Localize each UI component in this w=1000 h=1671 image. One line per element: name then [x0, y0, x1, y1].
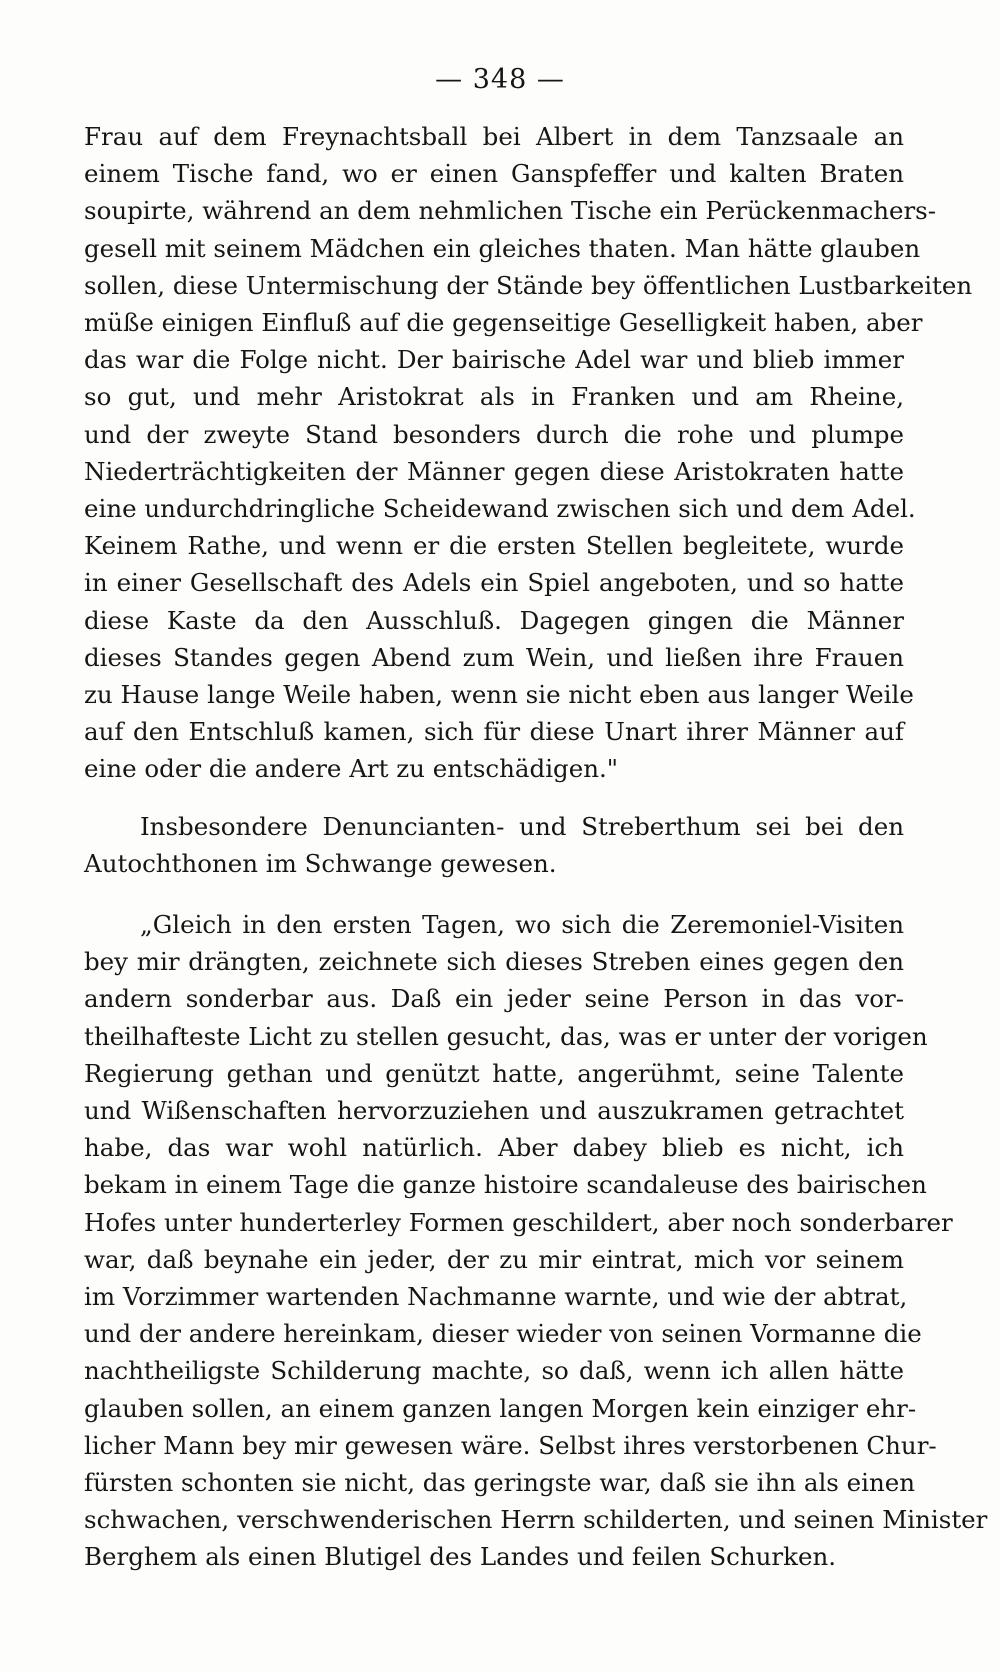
text-line: theilhafteste Licht zu stellen gesucht, das, was er unter der vorigen — [84, 1021, 928, 1051]
text-line: auf den Entschluß kamen, sich für diese Unart ihrer Männer auf — [84, 717, 904, 747]
text-line: eine undurchdringliche Scheidewand zwischen sich und dem Adel. — [84, 494, 916, 524]
text-line: Autochthonen im Schwange gewesen. — [84, 849, 557, 879]
text-line: Hofes unter hunderterley Formen geschildert, aber noch sonderbarer — [84, 1207, 953, 1237]
text-line: und Wißenschaften hervorzuziehen und auszukramen getrachtet — [84, 1096, 904, 1126]
text-line: war, daß beynahe ein jeder, der zu mir eintrat, mich vor seinem — [84, 1244, 904, 1274]
text-line: und der zweyte Stand besonders durch die rohe und plumpe — [84, 419, 904, 449]
text-line: Frau auf dem Freynachtsball bei Albert in dem Tanzsaale an — [84, 122, 904, 151]
text-line: Regierung gethan und genützt hatte, angerühmt, seine Talente — [84, 1058, 904, 1088]
text-line: nachtheiligste Schilderung machte, so daß, wenn ich allen hätte — [84, 1356, 904, 1386]
text-line: bekam in einem Tage die ganze histoire scandaleuse des bairischen — [84, 1170, 927, 1200]
paragraph-2 — [84, 808, 904, 882]
text-line: einem Tische fand, wo er einen Ganspfeffer und kalten Braten — [84, 159, 904, 189]
text-line: diese Kaste da den Ausschluß. Dagegen gingen die Männer — [84, 605, 904, 635]
text-line: eine oder die andere Art zu entschädigen." — [84, 754, 619, 784]
text-line: „Gleich in den ersten Tagen, wo sich die Zeremoniel-Visiten — [140, 910, 904, 939]
text-line: in einer Gesellschaft des Adels ein Spiel angeboten, und so hatte — [84, 568, 904, 598]
paragraph-3 — [84, 906, 988, 1576]
text-line: zu Hause lange Weile haben, wenn sie nicht eben aus langer Weile — [84, 680, 914, 710]
text-line: Niederträchtigkeiten der Männer gegen diese Aristokraten hatte — [84, 456, 904, 486]
text-line: das war die Folge nicht. Der bairische Adel war und blieb immer — [84, 345, 904, 375]
text-line: glauben sollen, an einem ganzen langen Morgen kein einziger ehr- — [84, 1393, 917, 1423]
text-line: fürsten schonten sie nicht, das geringste war, daß sie ihn als einen — [84, 1468, 916, 1498]
text-line: gesell mit seinem Mädchen ein gleiches thaten. Man hätte glauben — [84, 233, 921, 263]
text-line: so gut, und mehr Aristokrat als in Franken und am Rheine, — [84, 382, 904, 412]
text-line: Berghem als einen Blutigel des Landes und feilen Schurken. — [84, 1542, 837, 1572]
text-line: soupirte, während an dem nehmlichen Tische ein Perückenmachers- — [84, 196, 937, 226]
text-line: andern sonderbar aus. Daß ein jeder seine Person in das vor- — [84, 984, 904, 1014]
paragraph-1 — [84, 118, 973, 788]
text-line: Keinem Rathe, und wenn er die ersten Stellen begleitete, wurde — [84, 531, 904, 561]
text-line: Insbesondere Denuncianten- und Streberthum sei bei den — [140, 812, 904, 841]
text-line: dieses Standes gegen Abend zum Wein, und ließen ihre Frauen — [84, 642, 904, 672]
text-line: schwachen, verschwenderischen Herrn schilderten, und seinen Minister — [84, 1505, 988, 1535]
text-line: licher Mann bey mir gewesen wäre. Selbst ihres verstorbenen Chur- — [84, 1430, 937, 1460]
text-line: habe, das war wohl natürlich. Aber dabey blieb es nicht, ich — [84, 1133, 904, 1163]
text-line: bey mir drängten, zeichnete sich dieses Streben eines gegen den — [84, 947, 904, 977]
text-line: im Vorzimmer wartenden Nachmanne warnte, und wie der abtrat, — [84, 1282, 908, 1312]
text-line: und der andere hereinkam, dieser wieder von seinen Vormanne die — [84, 1319, 922, 1349]
text-line: sollen, diese Untermischung der Stände bey öffentlichen Lustbarkeiten — [84, 270, 973, 300]
page-number: — 348 — — [435, 64, 565, 95]
text-line: müße einigen Einfluß auf die gegenseitige Geselligkeit haben, aber — [84, 308, 923, 338]
